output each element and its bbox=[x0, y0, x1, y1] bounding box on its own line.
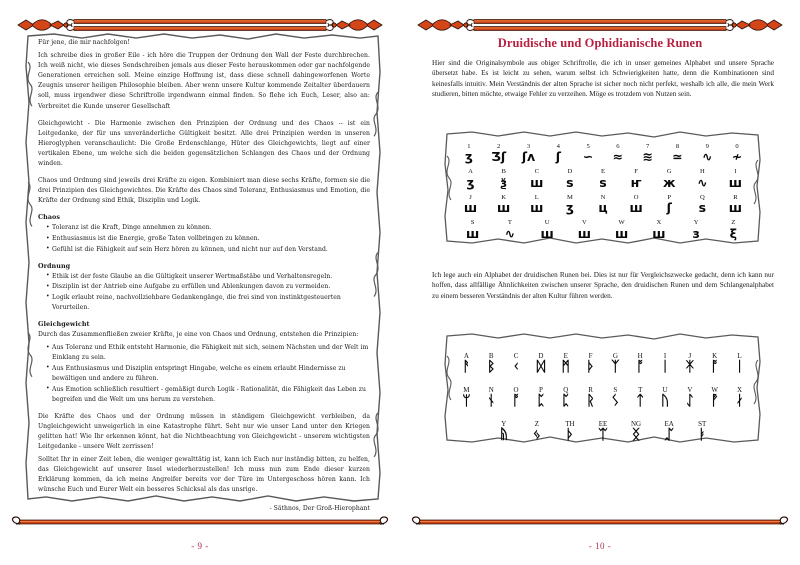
rune-cell bbox=[620, 195, 653, 215]
page-title: Druidische und Ophidianische Runen bbox=[497, 36, 703, 50]
ophidian-rune-table bbox=[444, 130, 762, 245]
rune-label: V bbox=[687, 385, 693, 394]
rune-label: C bbox=[513, 351, 519, 360]
rune-cell bbox=[454, 195, 487, 215]
rune-cell bbox=[553, 421, 586, 443]
ophidian-rune-glyph: ж bbox=[662, 174, 676, 190]
druidic-rune-glyph: ᚩ bbox=[511, 393, 521, 409]
rune-cell bbox=[578, 387, 603, 409]
rune-label: 7 bbox=[646, 142, 650, 150]
rune-label: Y bbox=[501, 419, 507, 428]
druidic-rune-glyph: ᛉ bbox=[611, 359, 620, 375]
rune-label: W bbox=[711, 385, 718, 394]
ophidian-rune-glyph: ш bbox=[652, 225, 666, 241]
rune-cell bbox=[454, 353, 479, 375]
rune-cell bbox=[677, 353, 702, 375]
rune-cell bbox=[528, 353, 553, 375]
section-list-chaos bbox=[38, 223, 370, 254]
rune-cell bbox=[628, 387, 653, 409]
rune-label: M bbox=[463, 385, 470, 394]
rune-label: K bbox=[501, 193, 507, 201]
intro-paragraph: Hier sind die Originalsymbole aus obiger Schriftrolle, die ich in unser gemeines Alphabet und unsere Sprache übersetzt habe. Es ist leicht zu sehen, warum selbst ich Schwierigkeiten hatte, denn die Kombinationen sind keinesfalls intuitiv. Mein Verständnis der alten Sprache ist sicher noch nicht perfekt, weshalb ich alle, die mein Werk studieren, bitten möchte, etwaige Fehler zu verzeihen. Möge es trotzdem von Nutzen sein. bbox=[432, 59, 774, 99]
rune-label: B bbox=[501, 168, 506, 176]
rune-cell bbox=[454, 387, 479, 409]
rune-label: U bbox=[662, 385, 668, 394]
rune-cell bbox=[628, 353, 653, 375]
rune-cell bbox=[633, 144, 663, 164]
rune-label: E bbox=[600, 168, 605, 176]
ophidian-rune-glyph: ѯ bbox=[500, 174, 508, 190]
ophidian-rune-glyph: ш bbox=[465, 225, 480, 241]
druidic-rune-glyph: ᛓ bbox=[697, 427, 707, 443]
druidic-rune-glyph: ᛁ bbox=[660, 359, 670, 375]
druidic-rune-glyph: ᚾ bbox=[487, 393, 496, 409]
ophidian-rune-glyph: ʃ bbox=[555, 149, 561, 164]
rune-cell bbox=[686, 421, 719, 443]
ophidian-rune-glyph: ѕ bbox=[566, 174, 574, 190]
rune-cell bbox=[520, 195, 553, 215]
list-item: • Gefühl ist die Fähigkeit auf sein Herz hören zu können, und nicht nur auf den Verstand. bbox=[47, 245, 370, 255]
ophidian-rune-glyph: ҥ bbox=[630, 174, 642, 190]
rune-cell bbox=[663, 144, 693, 164]
druidic-rune-glyph: ᛞ bbox=[536, 359, 546, 375]
rune-cell bbox=[727, 387, 752, 409]
rune-cell bbox=[620, 169, 653, 189]
rune-cell bbox=[586, 169, 619, 189]
druidic-rune-glyph: ᚲ bbox=[511, 359, 521, 375]
ophidian-rune-glyph: Ʒʃ bbox=[491, 149, 507, 164]
letter-paragraph-3: Chaos und Ordnung sind jeweils drei Kräfte zu eigen. Kombiniert man diese sechs Kräfte, formen sie die drei Prinzipien des Gleichgewichtes. Die Kräfte des Chaos sind Toleranz, Enthusiasmus und Emotion, die Kräfte der Ordnung sind Ethik, Disziplin und Logik. bbox=[38, 177, 370, 205]
rune-row-digraphs bbox=[454, 408, 752, 442]
druidic-rune-glyph: ᚦ bbox=[565, 427, 575, 443]
rune-row-a-l bbox=[454, 340, 752, 374]
rune-cell bbox=[578, 353, 603, 375]
rune-label: T bbox=[638, 385, 643, 394]
rune-label: T bbox=[507, 219, 512, 227]
rune-label: X bbox=[736, 385, 743, 394]
section-heading-gleichgewicht: Gleichgewicht bbox=[38, 320, 90, 329]
page-number-left: - 9 - bbox=[191, 541, 209, 551]
ophidian-rune-glyph: ʒ bbox=[466, 174, 475, 190]
rune-cell bbox=[454, 169, 487, 189]
rune-cell bbox=[620, 421, 653, 443]
rune-row-m-x bbox=[454, 374, 752, 408]
list-item: • Logik erlaubt reine, nachvollziehbare Gedankengänge, die frei sind von instinktgesteuerten Vorurteilen. bbox=[47, 293, 370, 313]
list-item: • Aus Enthusiasmus und Disziplin entspringt Hingabe, welche es einem erlaubt Hindernisse zu bewältigen und andere zu führen. bbox=[47, 364, 370, 384]
ophidian-rune-glyph: ш bbox=[530, 174, 544, 190]
right-page bbox=[400, 0, 800, 565]
rune-label: EA bbox=[664, 419, 674, 428]
ophidian-rune-glyph: ≋ bbox=[642, 149, 653, 164]
rune-label: O bbox=[513, 385, 519, 394]
rune-cell bbox=[677, 387, 702, 409]
druidic-rune-glyph: ᚢ bbox=[660, 393, 670, 409]
rune-cell bbox=[504, 353, 529, 375]
rune-cell bbox=[653, 169, 686, 189]
rune-label: S bbox=[470, 219, 475, 227]
section-heading-chaos: Chaos bbox=[38, 213, 60, 222]
rune-label: Q bbox=[699, 193, 705, 201]
rune-label: Q bbox=[563, 385, 569, 394]
rune-cell bbox=[653, 421, 686, 443]
ophidian-rune-glyph: ш bbox=[463, 200, 478, 215]
rune-cell bbox=[603, 353, 628, 375]
druidic-rune-glyph: ᛃ bbox=[532, 427, 542, 443]
rune-label: P bbox=[538, 385, 543, 394]
rune-label: H bbox=[699, 168, 705, 176]
rune-cell bbox=[479, 353, 504, 375]
druidic-rune-glyph: ᛡ bbox=[685, 359, 695, 375]
rune-label: V bbox=[581, 219, 587, 227]
rune-cell bbox=[566, 220, 603, 240]
rune-label: A bbox=[468, 168, 473, 176]
ophidian-rune-glyph: ξ bbox=[729, 225, 738, 241]
rune-label: M bbox=[566, 193, 573, 201]
ophidian-rune-glyph: ш bbox=[614, 225, 629, 241]
druidic-rune-glyph: ᛠ bbox=[598, 427, 608, 443]
rune-cell bbox=[702, 353, 727, 375]
rune-label: N bbox=[600, 193, 606, 201]
rune-cell bbox=[454, 220, 491, 240]
rune-grid bbox=[454, 340, 752, 443]
list-item: • Disziplin ist der Antrieb eine Aufgabe zu erfüllen und Ablenkungen davon zu vermeiden. bbox=[47, 282, 370, 292]
ophidian-rune-glyph: ц bbox=[598, 200, 608, 215]
rune-cell bbox=[722, 144, 752, 164]
rune-label: F bbox=[634, 168, 638, 176]
rune-cell bbox=[692, 144, 722, 164]
rune-cell bbox=[653, 387, 678, 409]
ophidian-rune-glyph: ʒ bbox=[565, 200, 574, 215]
ophidian-rune-glyph: ≃ bbox=[672, 149, 683, 164]
ophidian-rune-glyph: ѕ bbox=[698, 200, 707, 215]
rune-cell bbox=[586, 421, 619, 443]
closing-paragraph-1: Die Kräfte des Chaos und der Ordnung müssen in ständigem Gleichgewicht verbleiben, da Ungleichgewicht unweigerlich in eine Katastrophe führt. Seht nur wie unser Land unter den Kriegen gelitten hat! Wie Ihr erkennen könnt, hat die Nichtbeachtung von Gleichgewicht - unserem wichtigsten Leitgedanke - unsere Welt zerrissen! bbox=[38, 412, 370, 450]
parchment-panel-left bbox=[24, 32, 382, 513]
druidic-rune-glyph: ᛗ bbox=[561, 359, 570, 375]
rune-label: R bbox=[588, 385, 593, 394]
rune-label: A bbox=[463, 351, 469, 360]
rune-cell bbox=[653, 195, 686, 215]
rune-cell bbox=[553, 195, 586, 215]
rune-row-digits bbox=[454, 138, 752, 164]
rune-label: D bbox=[567, 168, 573, 176]
rune-label: U bbox=[544, 219, 550, 227]
druidic-rune-glyph: ᛊ bbox=[611, 393, 620, 409]
rune-label: Y bbox=[693, 219, 699, 227]
rune-label: NG bbox=[631, 419, 642, 428]
druidic-rune-glyph: ᚩ bbox=[636, 359, 645, 375]
rune-label: X bbox=[656, 219, 662, 227]
rune-cell bbox=[573, 144, 603, 164]
rune-cell bbox=[715, 220, 752, 240]
rune-label: J bbox=[688, 351, 692, 360]
rune-label: R bbox=[733, 193, 738, 201]
section-intro-gleichgewicht: Durch das Zusammenfließen zweier Kräfte, je eine von Chaos und Ordnung, entstehen die Prinzipien: bbox=[38, 331, 359, 339]
rune-label: S bbox=[613, 385, 618, 394]
rune-cell bbox=[484, 144, 514, 164]
rune-cell bbox=[520, 421, 553, 443]
rune-cell bbox=[514, 144, 544, 164]
rune-cell bbox=[640, 220, 677, 240]
druidic-rune-glyph: ᚨ bbox=[462, 359, 471, 375]
rune-cell bbox=[491, 220, 528, 240]
ophidian-rune-glyph: ≈ bbox=[612, 149, 624, 164]
rune-cell bbox=[487, 169, 520, 189]
druidic-rune-glyph: ᛘ bbox=[462, 393, 471, 409]
rune-label: 5 bbox=[586, 142, 590, 150]
ophidian-rune-glyph: ∿ bbox=[504, 225, 516, 241]
rune-label: L bbox=[737, 351, 742, 360]
druidic-rune-glyph: ᛈ bbox=[561, 393, 570, 409]
rune-row-j-r bbox=[454, 189, 752, 215]
rune-cell bbox=[678, 220, 715, 240]
ophidian-rune-glyph: ш bbox=[629, 200, 643, 215]
letter-salutation: Für jene, die mir nachfolgen! bbox=[38, 39, 130, 46]
druidic-rune-glyph: ᚱ bbox=[586, 393, 595, 409]
rune-label: 4 bbox=[556, 142, 560, 150]
rune-label: ST bbox=[698, 419, 707, 428]
ophidian-rune-glyph: ш bbox=[577, 225, 592, 241]
rune-cell bbox=[719, 195, 752, 215]
bottom-ornament-right bbox=[406, 515, 794, 529]
druid-alphabet-paragraph: Ich lege auch ein Alphabet der druidischen Runen bei. Dies ist nur für Vergleichszwecke gedacht, denn ich kann nur hoffen, dass allfällige Ähnlichkeiten zwischen unserer Sprache, den druidischen Runen und dem Schlangenalphabet zu einem besseren Verständnis der alten Kultur führen werden. bbox=[432, 271, 774, 300]
rune-label: O bbox=[633, 193, 639, 201]
bottom-ornament-left bbox=[6, 515, 394, 529]
ophidian-rune-glyph: ш bbox=[728, 200, 743, 215]
page-number-right: - 10 - bbox=[588, 541, 612, 551]
list-item: • Aus Toleranz und Ethik entsteht Harmonie, die Fähigkeit mit sich, seinem Nächsten und der Welt im Einklang zu sein. bbox=[47, 343, 370, 363]
rune-cell bbox=[553, 353, 578, 375]
rune-label: K bbox=[712, 351, 718, 360]
rune-label: 9 bbox=[705, 142, 709, 150]
druidic-rune-glyph: ᛁ bbox=[735, 359, 744, 375]
rune-label: 3 bbox=[526, 142, 531, 150]
rune-cell bbox=[719, 169, 752, 189]
rune-cell bbox=[653, 353, 678, 375]
rune-row-a-i bbox=[454, 164, 752, 190]
druidic-rune-glyph: ᚡ bbox=[710, 393, 719, 409]
rune-label: 6 bbox=[616, 142, 620, 150]
scroll-letter-body bbox=[38, 38, 370, 513]
rune-cell bbox=[603, 387, 628, 409]
ophidian-rune-glyph: з bbox=[692, 225, 700, 241]
rune-label: TH bbox=[565, 419, 575, 428]
ophidian-rune-glyph: ш bbox=[530, 200, 544, 215]
rune-cell bbox=[529, 220, 566, 240]
rune-cell bbox=[553, 169, 586, 189]
rune-cell bbox=[504, 387, 529, 409]
druidic-rune-glyph: ᛅ bbox=[735, 393, 744, 409]
rune-grid bbox=[454, 138, 752, 241]
rune-label: W bbox=[618, 219, 625, 227]
list-item: • Toleranz ist die Kraft, Dinge annehmen zu können. bbox=[47, 223, 370, 233]
rune-label: 1 bbox=[467, 142, 471, 150]
ophidian-rune-glyph: ш bbox=[540, 225, 554, 241]
ophidian-rune-glyph: ∿ bbox=[702, 149, 713, 164]
rune-cell bbox=[686, 195, 719, 215]
rune-label: I bbox=[663, 351, 667, 360]
closing-paragraph-2: Solltet Ihr in einer Zeit leben, die weniger gewalttätig ist, kann ich Euch nur inständig bitten, zu helfen, das Gleichgewicht auf unserer Insel wiederherzustellen! Ich muss nun zum Ende dieser kurzen Erklärung kommen, da ich meine Angreifer bereits vor der Türe im Untergeschoss hören kann. Ich wünsche Euch und Eurer Welt ein besseres Schicksal als das unsrige. bbox=[38, 456, 370, 494]
rune-cell bbox=[702, 387, 727, 409]
rune-label: EE bbox=[598, 419, 608, 428]
rune-cell bbox=[487, 421, 520, 443]
letter-signature: - Säthnos, Der Groß-Hierophant bbox=[269, 505, 370, 513]
ophidian-rune-glyph: ʃ bbox=[666, 200, 672, 215]
druidic-rune-glyph: ᛇ bbox=[685, 393, 695, 409]
rune-cell bbox=[553, 387, 578, 409]
rune-label: E bbox=[563, 351, 568, 360]
rune-label: B bbox=[488, 351, 494, 360]
druidic-rune-glyph: ᛝ bbox=[631, 427, 641, 443]
rune-label: G bbox=[612, 351, 618, 360]
section-list-ordnung bbox=[38, 272, 370, 313]
rune-label: 2 bbox=[497, 142, 501, 150]
rune-label: Z bbox=[731, 219, 736, 227]
rune-label: J bbox=[469, 193, 472, 201]
rune-label: L bbox=[534, 193, 539, 201]
rune-label: P bbox=[667, 193, 672, 201]
rune-cell bbox=[479, 387, 504, 409]
rune-cell bbox=[454, 144, 484, 164]
rune-cell bbox=[528, 387, 553, 409]
rune-label: N bbox=[488, 385, 494, 394]
rune-label: F bbox=[588, 351, 593, 360]
top-ornament-right bbox=[412, 14, 788, 36]
letter-paragraph-1: Ich schreibe dies in großer Eile - ich höre die Truppen der Ordnung den Wall der Feste durchbrechen. Ich weiß nicht, wie dieses Sendschreiben jemals aus dieser Feste herauskommen oder gar nachfolgende Generationen erreichen soll. Meine einzige Hoffnung ist, dass diese schnell dahingeworfenen Worte Zeugnis unserer heiligen Philosophie bleiben. Aber wenn unsere Kultur kommende Zeitalter überdauern soll, muss irgendwer diese Schriftrolle irgendwann einmal finden. So flehe ich Euch, Leser, also an: Verbreitet die Kunde unserer Gesellschaft bbox=[38, 52, 370, 110]
letter-paragraph-2: Gleichgewicht - Die Harmonie zwischen den Prinzipien der Ordnung und des Chaos -- ist ein Leitgedanke, der für uns unveränderliche Gültigkeit besitzt. Alle drei Prinzipien werden in unseren Hieroglyphen veranschaulicht: Die Große Erdenschlange, Hüter des Gleichgewichts, liegt auf einer vertikalen Ebene, um welche sich die beiden gegensätzlichen Schlangen des Chaos und der Ordnung winden. bbox=[38, 119, 370, 168]
rune-row-s-z bbox=[454, 215, 752, 241]
ophidian-rune-glyph: ʃʌ bbox=[521, 149, 536, 164]
ophidian-rune-glyph: ∽ bbox=[582, 149, 594, 164]
rune-label: C bbox=[534, 168, 539, 176]
ophidian-rune-glyph: ѕ bbox=[599, 174, 607, 190]
rune-label: 8 bbox=[675, 142, 680, 150]
druidic-rune-glyph: ᛢ bbox=[664, 427, 674, 443]
druidic-rune-glyph: ᚥ bbox=[499, 427, 509, 443]
list-item: • Enthusiasmus ist die Energie, große Taten vollbringen zu können. bbox=[47, 234, 370, 244]
section-heading-ordnung: Ordnung bbox=[38, 261, 71, 270]
section-list-gleichgewicht bbox=[38, 343, 370, 405]
druidic-rune-glyph: ᛏ bbox=[636, 393, 645, 409]
druidic-rune-glyph: ᚩ bbox=[710, 359, 719, 375]
list-item: • Aus Emotion schließlich resultiert - gemäßigt durch Logik - Rationalität, die Fähigkeit das Leben zu begreifen und die Welt um uns herum zu verstehen. bbox=[47, 385, 370, 405]
rune-cell bbox=[487, 195, 520, 215]
ophidian-rune-glyph: ∿ bbox=[697, 174, 708, 190]
ophidian-rune-glyph: ш bbox=[497, 200, 511, 215]
rune-cell bbox=[543, 144, 573, 164]
rune-label: 0 bbox=[735, 142, 739, 150]
rune-label: Z bbox=[534, 419, 540, 428]
druidic-rune-glyph: ᛒ bbox=[487, 359, 496, 375]
rune-cell bbox=[586, 195, 619, 215]
rune-cell bbox=[603, 220, 640, 240]
druidic-rune-glyph: ᛈ bbox=[536, 393, 546, 409]
ophidian-rune-glyph: ш bbox=[728, 174, 743, 190]
list-item: • Ethik ist der feste Glaube an die Gültigkeit unserer Wertmaßstäbe und Verhaltensregeln. bbox=[47, 272, 370, 282]
rune-cell bbox=[727, 353, 752, 375]
druidic-rune-table bbox=[444, 332, 762, 444]
rune-label: D bbox=[538, 351, 544, 360]
druidic-rune-glyph: ᚦ bbox=[586, 359, 595, 375]
ophidian-rune-glyph: ≁ bbox=[731, 149, 743, 164]
rune-label: H bbox=[637, 351, 643, 360]
rune-cell bbox=[603, 144, 633, 164]
rune-cell bbox=[520, 169, 553, 189]
ophidian-rune-glyph: ʒ bbox=[464, 149, 473, 164]
rune-cell bbox=[686, 169, 719, 189]
rune-label: G bbox=[666, 168, 672, 176]
rune-label: I bbox=[734, 168, 737, 176]
